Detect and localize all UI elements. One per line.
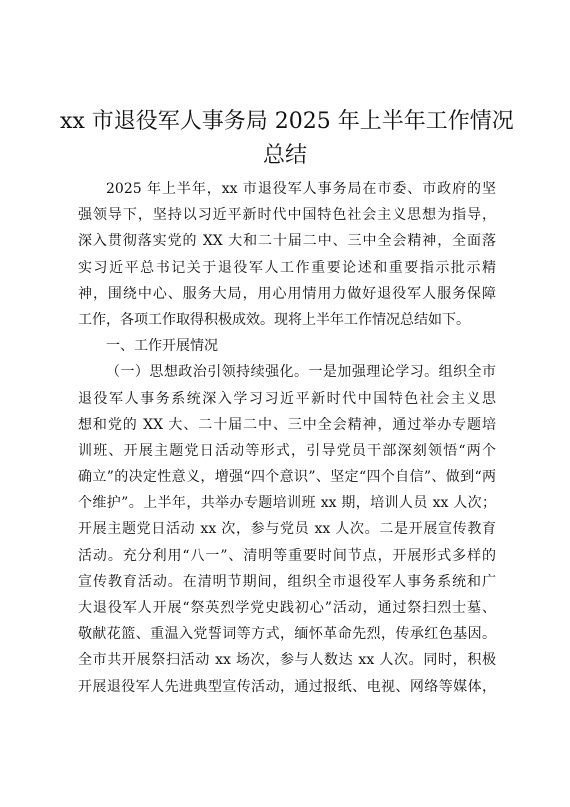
- body-line: 想和党的 XX 大、二十届二中、三中全会精神，通过举办专题培: [78, 416, 496, 433]
- body-line: 实习近平总书记关于退役军人工作重要论述和重要指示批示精: [78, 259, 496, 276]
- body-line: 开展主题党日活动 xx 次，参与党员 xx 人次。二是开展宣传教育: [78, 521, 496, 538]
- body-line: 开展退役军人先进典型宣传活动，通过报纸、电视、网络等媒体，: [78, 678, 496, 695]
- document-title-line-2: 总结: [262, 143, 307, 168]
- body-line: 个维护”。上半年，共举办专题培训班 xx 期，培训人员 xx 人次；: [78, 495, 496, 512]
- section-heading: 一、工作开展情况: [106, 338, 218, 355]
- body-line: 神，围绕中心、服务大局，用心用情用力做好退役军人服务保障: [78, 285, 496, 302]
- body-line: 敬献花篮、重温入党誓词等方式，缅怀革命先烈，传承红色基因。: [78, 626, 496, 643]
- body-line: 全市共开展祭扫活动 xx 场次，参与人数达 xx 人次。同时，积极: [78, 652, 496, 669]
- body-line: 训班、开展主题党日活动等形式，引导党员干部深刻领悟“两个: [78, 442, 496, 459]
- body-line: 强领导下，坚持以习近平新时代中国特色社会主义思想为指导，: [78, 207, 496, 224]
- document-title-line-1: xx 市退役军人事务局 2025 年上半年工作情况: [60, 109, 514, 134]
- body-line: 确立”的决定性意义，增强“四个意识”、坚定“四个自信”、做到“两: [78, 469, 496, 486]
- document-body: [78, 176, 496, 700]
- body-line: 工作，各项工作取得积极成效。现将上半年工作情况总结如下。: [78, 311, 470, 328]
- body-line: 宣传教育活动。在清明节期间，组织全市退役军人事务系统和广: [78, 573, 496, 590]
- body-line: 大退役军人开展“祭英烈学党史践初心”活动，通过祭扫烈士墓、: [78, 600, 496, 616]
- body-line: （一）思想政治引领持续强化。一是加强理论学习。组织全市: [106, 364, 496, 381]
- body-line: 深入贯彻落实党的 XX 大和二十届二中、三中全会精神，全面落: [78, 233, 496, 250]
- body-line: 2025 年上半年，xx 市退役军人事务局在市委、市政府的坚: [106, 181, 496, 197]
- body-line: 退役军人事务系统深入学习习近平新时代中国特色社会主义思: [78, 390, 496, 407]
- body-line: 活动。充分利用“八一”、清明等重要时间节点，开展形式多样的: [78, 547, 496, 564]
